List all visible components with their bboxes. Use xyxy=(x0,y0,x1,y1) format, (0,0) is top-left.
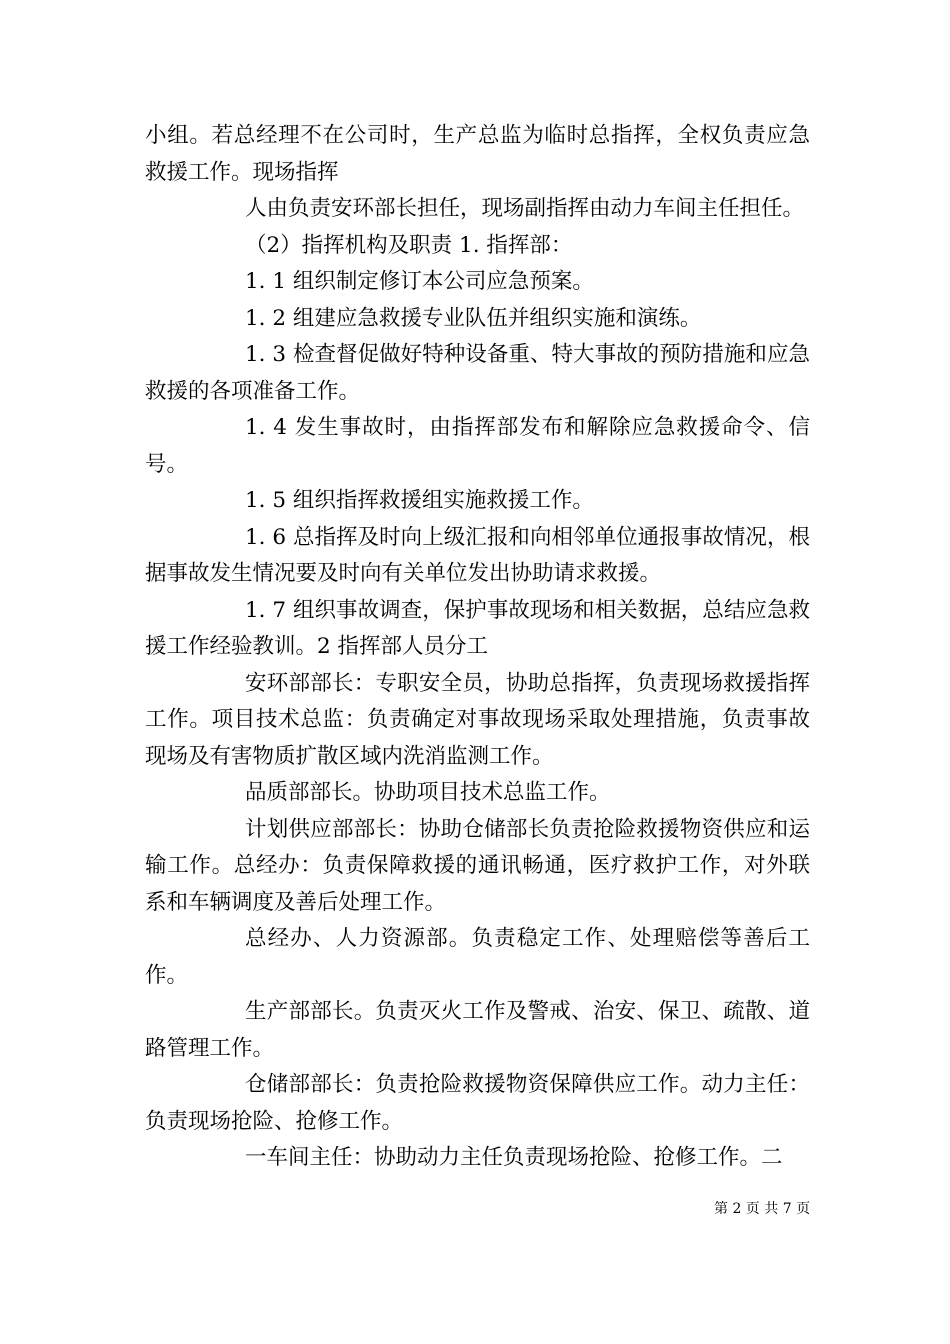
paragraph-17: 一车间主任：协助动力主任负责现场抢险、抢修工作。二 xyxy=(245,1145,783,1170)
paragraph-14: 总经办、人力资源部。负责稳定工作、处理赔偿等善后工作。 xyxy=(145,926,810,988)
paragraph-5: 1. 2 组建应急救援专业队伍并组织实施和演练。 xyxy=(245,305,702,331)
paragraph-9: 1. 6 总指挥及时向上级汇报和向相邻单位通报事故情况，根据事故发生情况要及时向有关单位发出协助请求救援。 xyxy=(145,524,810,586)
page-number-footer: 第 2 页 共 7 页 xyxy=(714,1201,811,1217)
paragraph-10: 1. 7 组织事故调查，保护事故现场和相关数据，总结应急救援工作经验教训。2 指挥部人员分工 xyxy=(145,597,810,659)
paragraph-4: 1. 1 组织制定修订本公司应急预案。 xyxy=(245,269,594,294)
paragraph-7: 1. 4 发生事故时，由指挥部发布和解除应急救援命令、信号。 xyxy=(145,415,810,477)
paragraph-12: 品质部部长。协助项目技术总监工作。 xyxy=(245,780,611,805)
paragraph-8: 1. 5 组织指挥救援组实施救援工作。 xyxy=(245,488,594,513)
paragraph-15: 生产部部长。负责灭火工作及警戒、治安、保卫、疏散、道路管理工作。 xyxy=(145,999,810,1061)
paragraph-2: 人由负责安环部长担任，现场副指挥由动力车间主任担任。 xyxy=(245,196,805,221)
paragraph-1: 小组。若总经理不在公司时，生产总监为临时总指挥，全权负责应急救援工作。现场指挥 xyxy=(145,123,810,185)
document-body xyxy=(145,118,810,1177)
paragraph-16: 仓储部部长：负责抢险救援物资保障供应工作。动力主任：负责现场抢险、抢修工作。 xyxy=(145,1072,810,1134)
paragraph-6: 1. 3 检查督促做好特种设备重、特大事故的预防措施和应急救援的各项准备工作。 xyxy=(145,342,810,404)
paragraph-13: 计划供应部部长：协助仓储部长负责抢险救援物资供应和运输工作。总经办：负责保障救援的通讯畅通，医疗救护工作，对外联系和车辆调度及善后处理工作。 xyxy=(145,816,810,915)
paragraph-3: （2）指挥机构及职责 1. 指挥部： xyxy=(245,232,573,258)
paragraph-11: 安环部部长：专职安全员，协助总指挥，负责现场救援指挥工作。项目技术总监：负责确定对事故现场采取处理措施，负责事故现场及有害物质扩散区域内洗消监测工作。 xyxy=(145,670,810,769)
